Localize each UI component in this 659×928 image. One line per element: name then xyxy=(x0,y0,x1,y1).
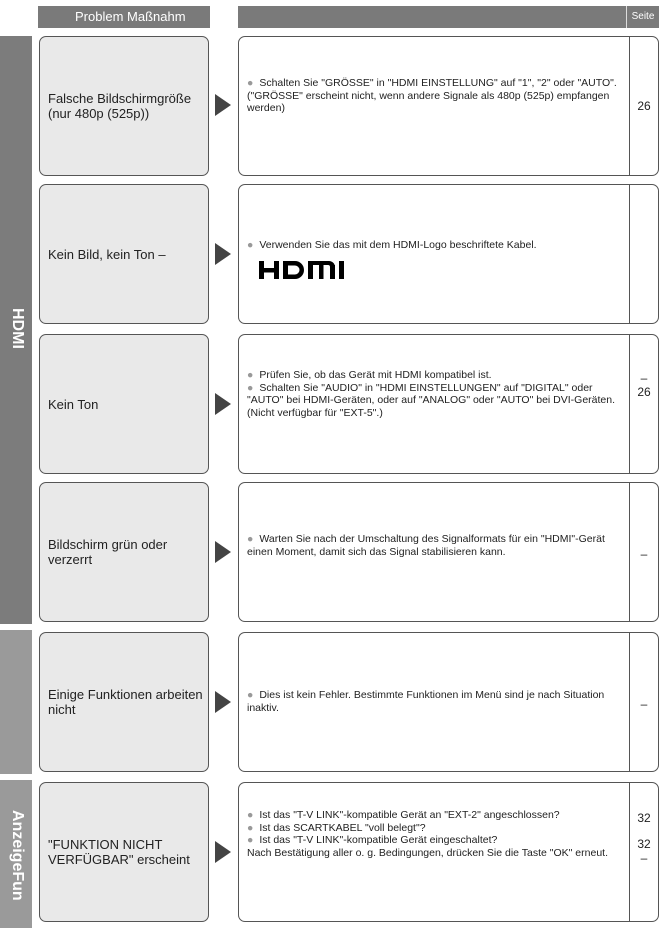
measure-header xyxy=(238,6,659,28)
problem-cell xyxy=(39,482,209,622)
page-number: 32 xyxy=(637,811,651,825)
column-divider xyxy=(629,335,630,473)
measure-text xyxy=(247,689,625,714)
problem-text: Einige Funktionen arbeiten nicht xyxy=(48,687,203,717)
problem-header xyxy=(38,6,210,28)
bullet-icon: ● xyxy=(247,834,254,846)
measure-item: Nach Bestätigung aller o. g. Bedingungen, drücken Sie die Taste "OK" erneut. xyxy=(247,846,608,859)
measure-cell xyxy=(238,334,659,474)
page-number: 26 xyxy=(637,99,651,113)
sidebar-label-anzeige: AnzeigeFun xyxy=(9,810,26,901)
arrow-right-icon xyxy=(215,691,231,713)
bullet-icon: ● xyxy=(247,239,254,251)
problem-cell xyxy=(39,184,209,324)
arrow-right-icon xyxy=(215,94,231,116)
page-column xyxy=(630,811,658,865)
sidebar-section-anzeige xyxy=(0,780,32,928)
measure-item: ● Dies ist kein Fehler. Bestimmte Funktionen im Menü sind je nach Situation inaktiv. xyxy=(247,689,605,714)
measure-cell xyxy=(238,184,659,324)
arrow-right-icon xyxy=(215,841,231,863)
measure-cell xyxy=(238,482,659,622)
problem-cell xyxy=(39,782,209,922)
sidebar-label-hdmi: HDMI xyxy=(9,308,26,349)
problem-cell xyxy=(39,334,209,474)
bullet-icon: ● xyxy=(247,369,254,381)
page-column xyxy=(630,547,658,561)
measure-item: ● Ist das "T-V LINK"-kompatible Gerät eingeschaltet? xyxy=(247,834,498,846)
problem-text: Falsche Bildschirmgröße (nur 480p (525p)) xyxy=(48,91,192,121)
column-divider xyxy=(629,185,630,323)
page-column xyxy=(630,99,658,113)
arrow-right-icon xyxy=(215,243,231,265)
sidebar-section-hdmi xyxy=(0,36,32,624)
problem-cell xyxy=(39,36,209,176)
problem-text: Kein Ton xyxy=(48,396,99,412)
problem-text: Bildschirm grün oder verzerrt xyxy=(48,537,168,567)
measure-item: ● Schalten Sie "GRÖSSE" in "HDMI EINSTELLUNG" auf "1", "2" oder "AUTO". xyxy=(247,77,617,89)
problem-text: "FUNKTION NICHT VERFÜGBAR" erscheint xyxy=(48,837,190,867)
arrow-right-icon xyxy=(215,393,231,415)
measure-text xyxy=(247,77,625,115)
sidebar-section-2 xyxy=(0,630,32,774)
page-column xyxy=(630,371,658,399)
bullet-icon: ● xyxy=(247,809,254,821)
measure-item: ● Prüfen Sie, ob das Gerät mit HDMI kompatibel ist. xyxy=(247,369,492,381)
bullet-icon: ● xyxy=(247,533,254,545)
bullet-icon: ● xyxy=(247,689,254,701)
arrow-right-icon xyxy=(215,541,231,563)
measure-cell xyxy=(238,782,659,922)
measure-item: ● Verwenden Sie das mit dem HDMI-Logo beschriftete Kabel. xyxy=(247,239,537,251)
page-number: 32 xyxy=(637,837,651,851)
measure-item: ("GRÖSSE" erscheint nicht, wenn andere Signale als 480p (525p) empfangen werden) xyxy=(247,89,610,114)
measure-text xyxy=(247,239,625,282)
page-number: – xyxy=(640,697,648,711)
measure-item: ● Ist das "T-V LINK"-kompatible Gerät an "EXT-2" angeschlossen? xyxy=(247,809,560,821)
bullet-icon: ● xyxy=(247,821,254,834)
measure-item: ● Warten Sie nach der Umschaltung des Signalformats für ein "HDMI"-Gerät einen Moment, damit sich das Signal stabilisieren kann. xyxy=(247,533,605,558)
problem-text: Kein Bild, kein Ton – xyxy=(48,246,166,262)
page-number: – xyxy=(640,851,648,865)
hdmi-logo-icon xyxy=(247,258,357,282)
page-number: – xyxy=(640,547,648,561)
page-column xyxy=(630,697,658,711)
bullet-icon: ● xyxy=(247,77,254,89)
bullet-icon: ● xyxy=(247,381,254,394)
measure-cell xyxy=(238,632,659,772)
measure-text xyxy=(247,369,625,419)
measure-cell xyxy=(238,36,659,176)
problem-cell xyxy=(39,632,209,772)
problem-header-label: Problem Maßnahm xyxy=(75,9,186,24)
measure-text xyxy=(247,809,625,859)
page-header-label: Seite xyxy=(626,6,659,28)
measure-text xyxy=(247,533,625,558)
page-number: – xyxy=(640,371,648,385)
page-number: 26 xyxy=(637,385,651,399)
measure-item: ● Schalten Sie "AUDIO" in "HDMI EINSTELLUNGEN" auf "DIGITAL" oder "AUTO" bei HDMI-Geräten, oder auf "ANALOG" oder "AUTO" bei DVI-Geräten. (Nicht verfügbar für "EXT-5".) xyxy=(247,381,616,419)
measure-item: ● Ist das SCARTKABEL "voll belegt"? xyxy=(247,821,426,834)
